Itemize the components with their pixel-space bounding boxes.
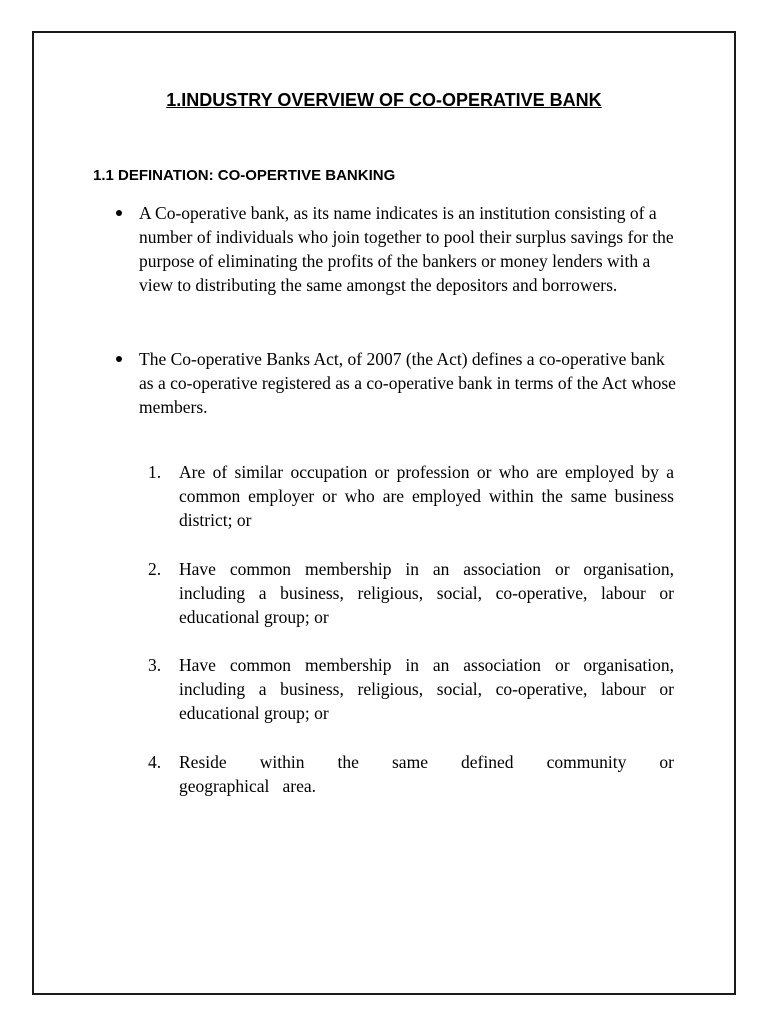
bullet-text: The Co-operative Banks Act, of 2007 (the Act) defines a co-operative bank as a co-operative registered as a co-operative bank in terms of the Act whose members.	[139, 349, 676, 417]
bullet-icon	[116, 210, 122, 216]
numbered-item-text-continued: geographical area.	[179, 776, 317, 796]
numbered-item	[148, 557, 674, 629]
numbered-item	[148, 460, 674, 532]
bullet-icon	[116, 356, 122, 362]
section-heading: 1.1 DEFINATION: CO-OPERTIVE BANKING	[93, 167, 396, 184]
numbered-item	[148, 653, 674, 725]
document-title: 1.INDUSTRY OVERVIEW OF CO-OPERATIVE BANK	[166, 90, 602, 110]
numbered-item-text: Are of similar occupation or profession or who are employed by a common employer or who are employed within the same business district; or	[179, 462, 674, 530]
bullet-item	[139, 201, 679, 297]
numbered-item-text: Have common membership in an association or organisation, including a business, religious, social, co-operative, labour or educational group; or	[179, 655, 674, 723]
bullet-item	[139, 347, 679, 419]
numbered-item-marker: 4.	[148, 752, 162, 772]
numbered-item-text: Reside within the same defined community or	[179, 752, 674, 772]
numbered-item-marker: 1.	[148, 462, 162, 482]
bullet-text: A Co-operative bank, as its name indicates is an institution consisting of a number of individuals who join together to pool their surplus savings for the purpose of eliminating the profits of the bankers or money lenders with a view to distributing the same amongst the depositors and borrowers.	[139, 203, 674, 295]
numbered-item-text: Have common membership in an association or organisation, including a business, religious, social, co-operative, labour or educational group; or	[179, 559, 674, 627]
numbered-item-marker: 2.	[148, 559, 162, 579]
numbered-item	[148, 750, 674, 798]
numbered-item-marker: 3.	[148, 655, 162, 675]
